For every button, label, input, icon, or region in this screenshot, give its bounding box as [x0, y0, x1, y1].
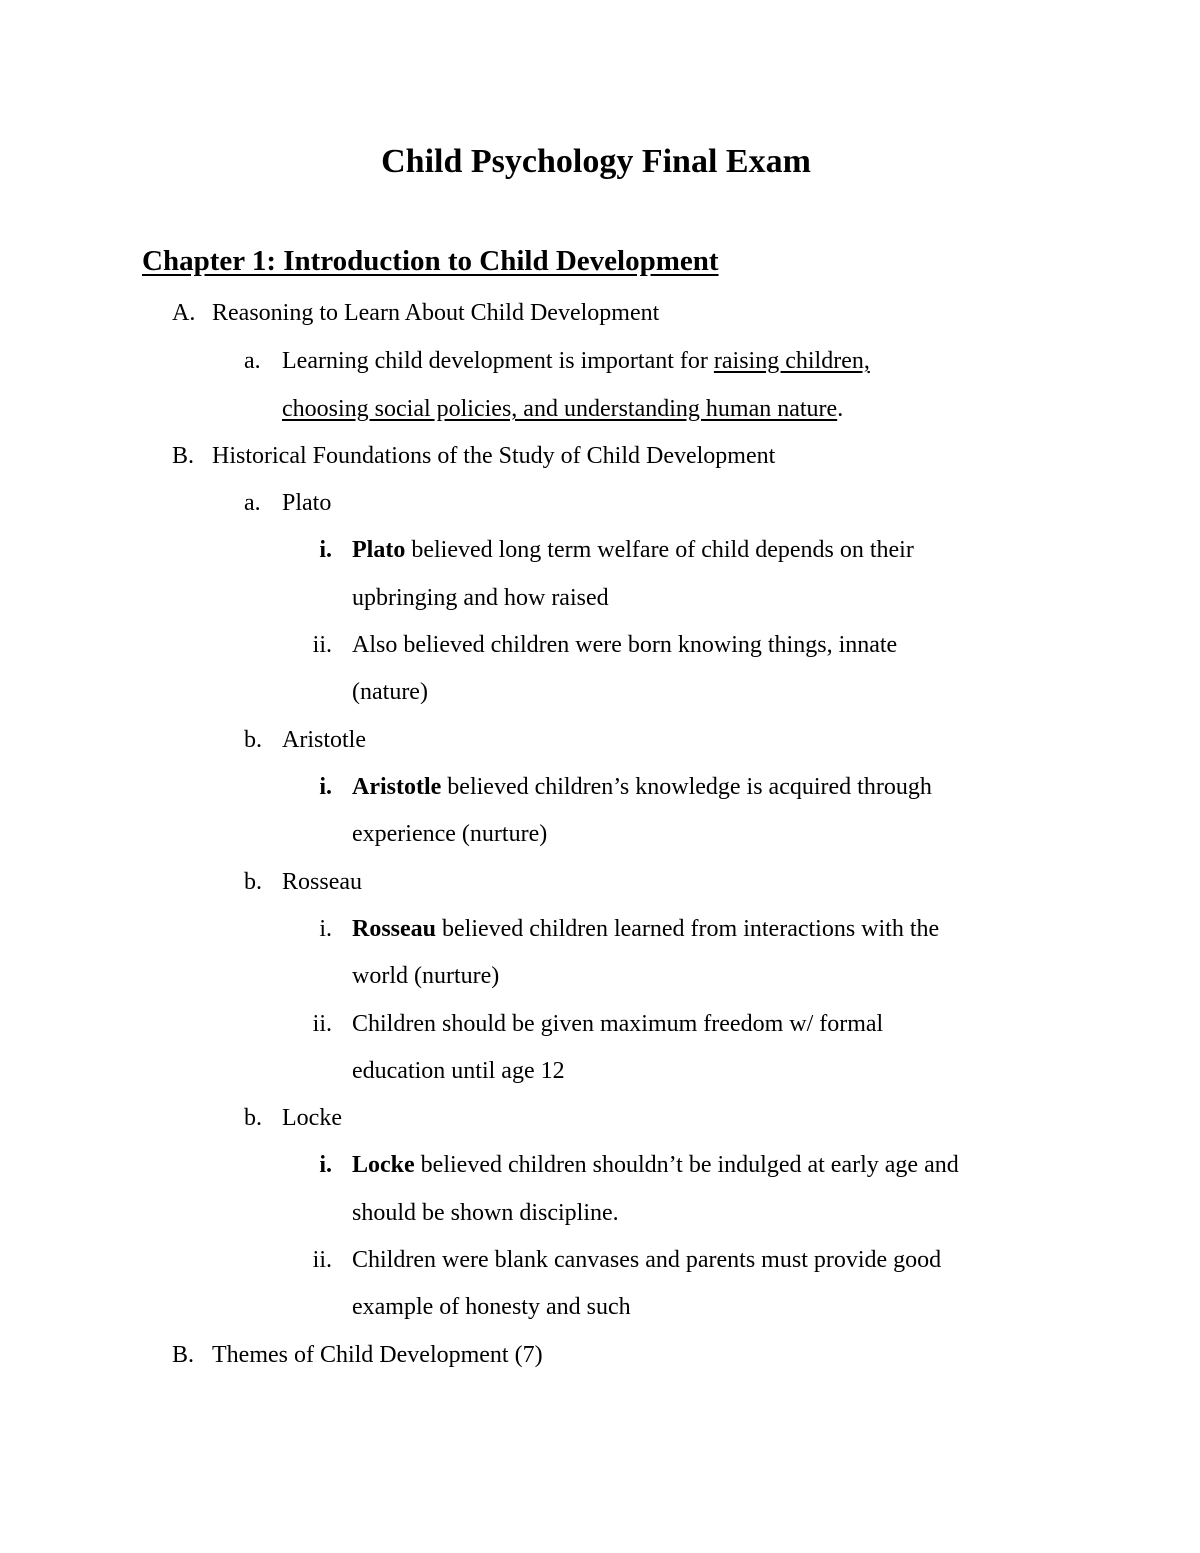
outline-text: believed children’s knowledge is acquired through [441, 774, 932, 800]
outline-marker: i. [319, 1152, 332, 1178]
underlined-text: choosing social policies, and understanding human nature [282, 396, 838, 422]
outline-marker: B. [172, 443, 195, 469]
outline-marker: ii. [312, 1011, 332, 1037]
outline-marker: A. [172, 300, 196, 326]
outline-subheading: Plato [282, 490, 332, 516]
outline-point-continued: world (nurture) [352, 963, 500, 989]
outline-heading: Themes of Child Development (7) [212, 1342, 543, 1368]
outline-marker: B. [172, 1342, 195, 1368]
bold-term: Plato [352, 537, 406, 563]
outline-point-continued: should be shown discipline. [352, 1200, 619, 1226]
outline-point-continued: experience (nurture) [352, 821, 548, 847]
outline-text: believed children learned from interactions with the [436, 916, 940, 942]
outline-marker: i. [319, 537, 332, 563]
outline-subheading: Rosseau [282, 869, 362, 895]
outline-marker: b. [244, 869, 262, 895]
outline-marker: i. [319, 916, 332, 942]
document-title: Child Psychology Final Exam [381, 143, 811, 180]
outline-subheading: Aristotle [282, 727, 366, 753]
bold-term: Aristotle [352, 774, 442, 800]
outline-text: Also believed children were born knowing things, innate [352, 632, 898, 658]
outline-point-continued: (nature) [352, 679, 428, 705]
outline-text: believed long term welfare of child depends on their [405, 537, 914, 563]
outline-marker: b. [244, 1105, 262, 1131]
outline-point [312, 1009, 884, 1039]
outline-point [319, 914, 940, 944]
period: . [837, 396, 844, 422]
outline-point [319, 772, 932, 802]
outline-subitem-continued [282, 394, 843, 424]
outline-text: Children should be given maximum freedom w/ formal [352, 1011, 884, 1037]
outline-heading: Historical Foundations of the Study of Child Development [212, 443, 776, 469]
bold-term: Rosseau [352, 916, 437, 942]
outline-subheading: Locke [282, 1105, 342, 1131]
bold-term: Locke [352, 1152, 415, 1178]
outline-point [319, 535, 914, 565]
outline-marker: b. [244, 727, 262, 753]
outline-marker: a. [244, 490, 261, 516]
outline-marker: a. [244, 348, 261, 374]
outline-marker: ii. [312, 632, 332, 658]
underlined-text: raising children, [713, 348, 870, 374]
outline-marker: i. [319, 774, 332, 800]
chapter-heading: Chapter 1: Introduction to Child Development [142, 245, 719, 277]
outline-point-continued: example of honesty and such [352, 1294, 631, 1320]
outline-marker: ii. [312, 1247, 332, 1273]
outline-point [319, 1150, 959, 1180]
outline-text: Children were blank canvases and parents must provide good [352, 1247, 942, 1273]
outline-point [312, 1245, 942, 1275]
outline-point-continued: upbringing and how raised [352, 585, 609, 611]
outline-text: Learning child development is important for [282, 348, 714, 374]
outline-heading: Reasoning to Learn About Child Development [212, 300, 660, 326]
outline-point [312, 630, 898, 660]
outline-point-continued: education until age 12 [352, 1058, 565, 1084]
outline-text: believed children shouldn’t be indulged at early age and [414, 1152, 959, 1178]
